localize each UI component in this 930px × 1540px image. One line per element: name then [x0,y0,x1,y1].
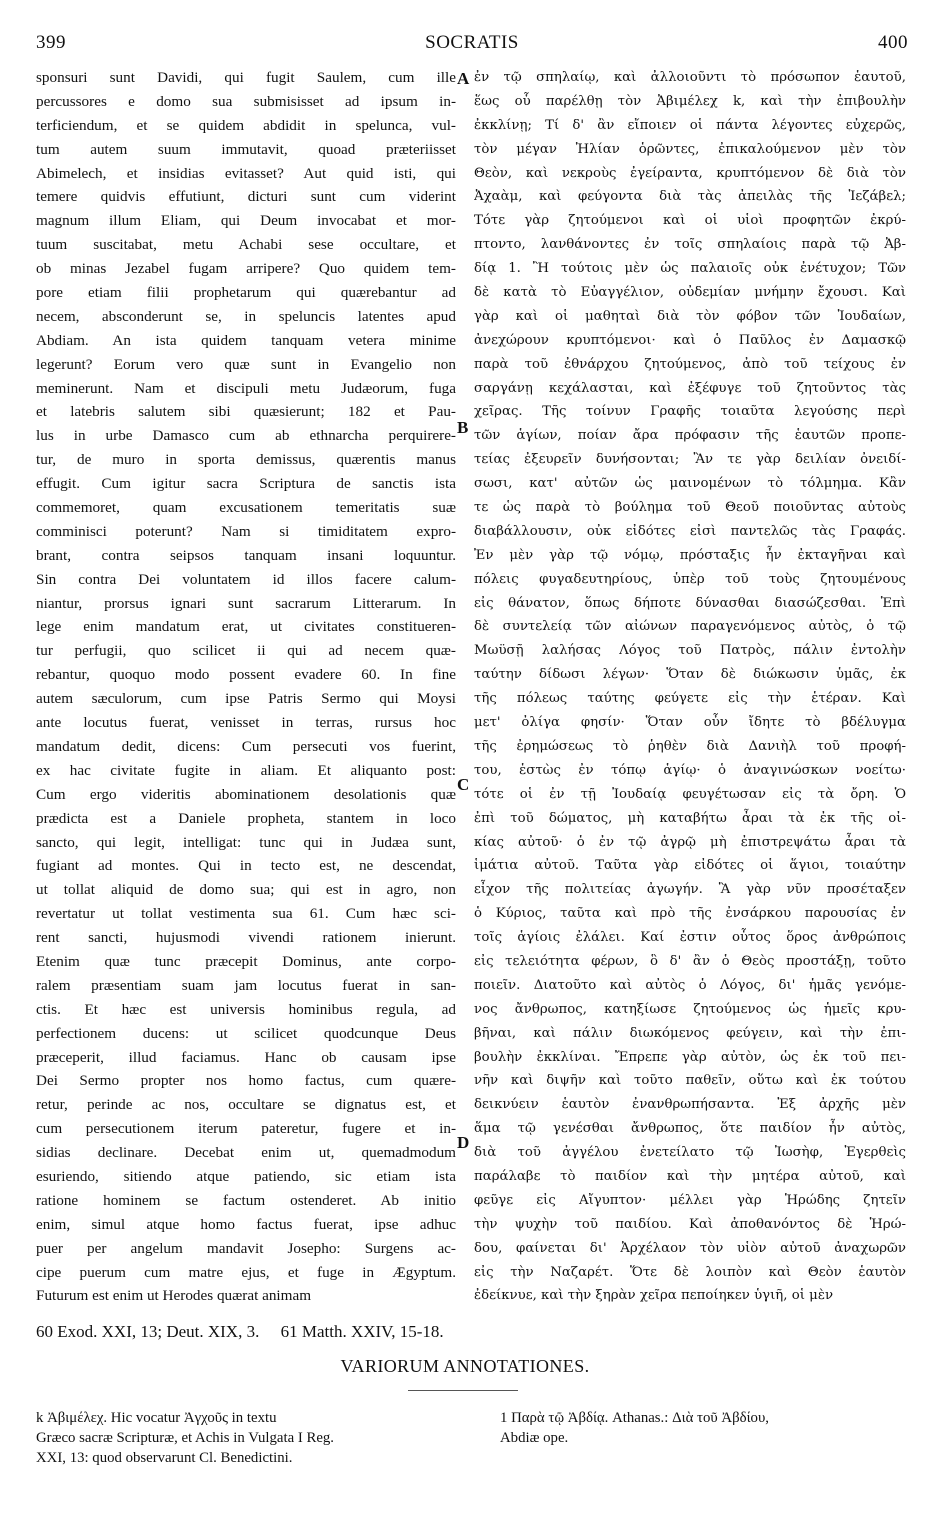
greek-text-line: παρὰ τοῦ ἐθνάρχου ζητούμενος, ἀπὸ τοῦ τείχους ἐν [474,356,906,372]
latin-text-line: legerunt? Eorum vero quæ sunt in Evangelio non [36,355,456,373]
latin-text-line: ut tollat aliquid de domo sua; qui est in agro, non [36,881,456,899]
latin-text-line: ex hac civitate fugite in aliam. Et aliquanto post: [36,761,456,779]
greek-text-line: ποιεῖν. Διατοῦτο καὶ αὐτὸς ὁ Λόγος, δι' ἡμᾶς γενόμε- [474,977,906,993]
latin-text-line: cum persecutionem iterum pateretur, fugere et in- [36,1120,456,1138]
greek-text-line: μετ' ὀλίγα φησίν· Ὅταν οὖν ἴδητε τὸ βδέλυγμα [474,715,906,731]
greek-text-line: ὁ Κύριος, ταῦτα καὶ πρὸ τῆς ἐνσάρκου παρουσίας ἐν [474,906,906,922]
latin-text-line: Cum ergo videritis abominationem desolationis quæ [36,785,456,803]
latin-text-line: sancto, qui legit, intelligat: tunc qui in Judæa sunt, [36,833,456,851]
greek-text-line: δὲ συντελείᾳ τῶν αἰώνων παραγενόμενος αὐτὸς, ὁ τῷ [474,619,906,635]
latin-text-line: prædicta est a Daniele propheta, stantem in loco [36,809,456,827]
latin-text-line: lus in urbe Damasco cum ab ethnarcha perquirere- [36,427,456,445]
page-number-right: 400 [878,32,908,53]
greek-text-line: Ἐν μὲν γὰρ τῷ νόμῳ, πρόσταξις ἦν ἐκταγῆναι καὶ [474,547,906,563]
annotation-line: k Ἀβιμέλεχ. Hic vocatur Ἀγχοῦς in textu [36,1410,277,1426]
latin-text-line: Etenim quæ tunc præcepit Dominus, ante corpo- [36,952,456,970]
latin-text-line: pore etiam filii prophetarum qui quærebantur ad [36,284,456,302]
latin-text-line: magnum illum Eliam, qui Deum invocabat et mor- [36,212,456,230]
greek-text-line: τὴν ψυχὴν τοῦ παιδίου. Καὶ ἀποθανόντος δὲ Ἡρώ- [474,1216,906,1232]
greek-column [474,66,906,1308]
greek-text-line: πτοντο, λανθάνοντες ἐν τοῖς σπηλαίοις παρὰ τῷ Ἀβ- [474,237,906,253]
greek-text-line: πόλεις φυγαδευτηρίους, ὑπὲρ τοῦ τοὺς ζητουμένους [474,571,906,587]
latin-text-line: ratione hominem se factum ostenderet. Ab initio [36,1191,456,1209]
greek-text-line: δεικνύειν ἑαυτὸν ἐνανθρωπήσαντα. Ἐξ ἀρχῆς μὲν [474,1097,906,1113]
latin-text-line: autem sæculorum, cum ipse Patris Sermo qui Moysi [36,690,456,708]
latin-text-line: præceperit, illud faciamus. Hanc ob causam ipse [36,1048,456,1066]
latin-text-line: niantur, prorsus ignari sunt sacrarum Litterarum. In [36,594,456,612]
latin-text-line: tum autem suum immutavit, quoad præteriisset [36,140,456,158]
greek-text-line: δίᾳ 1. Ἢ τούτοις μὲν ὡς παλαιοῖς οὐκ ἐνέτυχον; Τῶν [474,261,906,277]
latin-text-line: puer per angelum mandavit Josepho: Surgens ac- [36,1239,456,1257]
greek-text-line: σαργάνῃ κεχάλασται, καὶ ἐξέφυγε τοῦ ζητοῦντος τὰς [474,380,906,396]
greek-text-line: βουλὴν ἐκκλίναι. Ἔπρεπε γὰρ αὐτὸν, ὡς ἐκ τοῦ πει- [474,1049,906,1065]
greek-text-line: ἕως οὗ παρέλθῃ τὸν Ἀβιμέλεχ k, καὶ τὴν ἐπιβουλὴν [474,93,906,109]
annotations-heading: VARIORUM ANNOTATIONES. [340,1356,590,1376]
latin-text-line: ante locutus fuerat, venisset in terras, rursus hoc [36,714,456,732]
margin-marker-c: C [457,775,470,794]
greek-text-line: τῶν ἁγίων, ποίαν ἄρα πρόφασιν τῆς ἑαυτῶν προπε- [474,428,906,444]
latin-text-line: tuum suscitabat, metu Achabi sese occultare, et [36,236,456,254]
greek-text-line: ἐπὶ τοῦ δώματος, μὴ καταβήτω ἆραι τὰ ἐκ τῆς οἰ- [474,810,906,826]
latin-text-line: enim, simul atque homo factus fuerat, ipse adhuc [36,1215,456,1233]
latin-text-line: mandatum dedit, dicens: Cum persecuti vos fuerint, [36,737,456,755]
greek-text-line: Τότε γὰρ ζητούμενοι καὶ οἱ υἱοὶ προφητῶν ἐκρύ- [474,213,906,229]
footnotes: 60 Exod. XXI, 13; Deut. XIX, 3. 61 Matth. XXIV, 15-18. [36,1322,444,1341]
greek-text-line: κίας αὐτοῦ· ὁ ἐν τῷ ἀγρῷ μὴ ἐπιστρεψάτω ἆραι τὰ [474,834,906,850]
latin-text-line: Abimelech, et insidias evitasset? Aut quid isti, qui [36,164,456,182]
latin-text-line: Sin contra Dei voluntatem id illos facere calum- [36,570,456,588]
latin-text-line: meminerunt. Nam et discipuli metu Judæorum, fuga [36,379,456,397]
latin-text-line: tur perfugii, quo scilicet ii qui ad necem quæ- [36,642,456,660]
annotation-line: 1 Παρὰ τῷ Ἀβδίᾳ. Athanas.: Διὰ τοῦ Ἀβδίου, [500,1410,769,1426]
greek-text-line: νῆν καὶ διψῆν καὶ τοῦτο παθεῖν, οὕτω καὶ ἐκ τούτου [474,1073,906,1089]
greek-text-line: ἐδείκνυε, καὶ τὴν ξηρὰν χεῖρα πεποίηκεν ὑγιῆ, οἱ μὲν [474,1288,834,1304]
running-title: SOCRATIS [425,32,519,53]
latin-text-line: rebantur, quoquo modo possent evadere 60. In fine [36,666,456,684]
latin-text-line: sponsuri sunt Davidi, qui fugit Saulem, cum ille [36,69,456,86]
greek-text-line: βῆναι, καὶ πάλιν διωκόμενος φεύγειν, καὶ τὴν ἐπι- [474,1025,906,1041]
latin-text-line: sidias declinare. Decebat enim ut, quemadmodum [36,1144,456,1162]
annotation-line: Abdiæ ope. [500,1430,569,1446]
annotation-left [36,1408,456,1468]
heading-rule [408,1390,518,1391]
page-number-left: 399 [36,32,66,53]
greek-text-line: δου, φαίνεται δι' Ἀρχέλαον τὸν υἱὸν αὐτοῦ ἀναχωρῶν [474,1240,906,1256]
latin-text-line: ralem præsentiam suam jam locutus fuerat in san- [36,976,456,994]
latin-column [36,66,456,1308]
latin-text-line: comminisci poterunt? Nam si timiditatem expro- [36,522,456,540]
greek-text-line: γὰρ καὶ οἱ μαθηταὶ διὰ τὸν φόβον τῶν Ἰουδαίων, [474,308,906,324]
greek-text-line: διὰ τοῦ ἀγγέλου ἐνετείλατο τῷ Ἰωσὴφ, Ἐγερθεὶς [474,1145,906,1161]
margin-marker-a: A [457,69,470,88]
greek-text-line: ἐν τῷ σπηλαίῳ, καὶ ἀλλοιοῦντι τὸ πρόσωπον ἑαυτοῦ, [474,70,906,85]
annotation-right [500,1408,906,1448]
latin-text-line: effugit. Cum igitur sacra Scriptura de sanctis ista [36,475,456,493]
greek-text-line: τε ὡς παρὰ τὸ βούλημα τοῦ Θεοῦ ποιοῦντας αὐτοὺς [474,500,906,516]
latin-text-line: cipe puerum cum matre ejus, et fuge in Ægyptum. [36,1263,456,1281]
greek-text-line: τότε οἱ ἐν τῇ Ἰουδαίᾳ φευγέτωσαν εἰς τὰ ὄρη. Ὁ [474,786,906,802]
latin-text-line: Futurum est enim ut Herodes quærat animam [36,1287,312,1305]
greek-text-line: εἶχον τῆς πολιτείας ἀγωγήν. Ἃ γὰρ νῦν προσέταξεν [474,882,906,898]
greek-text-line: εἰς τὴν Ναζαρέτ. Ὅτε δὲ λοιπὸν καὶ Θεὸν ἑαυτὸν [474,1264,906,1280]
margin-marker-b: B [457,418,469,437]
greek-text-line: Μωϋσῇ λαλήσας Λόγος τοῦ Πατρὸς, πάλιν ἐντολὴν [474,643,906,659]
latin-text-line: retur, perinde ac nos, occultare se dignatus est, et [36,1096,456,1114]
latin-text-line: Dei Sermo propter nos homo factus, cum quære- [36,1072,456,1090]
greek-text-line: ταύτην δίδωσι λέγων· Ὅταν δὲ διώκωσιν ὑμᾶς, ἐκ [474,667,906,683]
latin-text-line: percussores e domo sua submisisset ad ipsum in- [36,92,456,110]
latin-text-line: terficiendum, et se quidem abdidit in spelunca, vul- [36,116,456,134]
greek-text-line: τῆς πόλεως ταύτης φεύγετε εἰς τὴν ἑτέραν. Καὶ [474,691,906,707]
greek-text-line: του, ἑστὼς ἐν τόπῳ ἁγίῳ· ὁ ἀναγινώσκων νοείτω· [474,762,906,778]
greek-text-line: σωσι, κατ' αὐτῶν ὡς μαινομένων τὸ τόλμημα. Κἂν [474,476,906,492]
greek-text-line: ἐκκλίνῃ; Τί δ' ἂν εἴποιεν οἱ πάντα λέγοντες εὐχερῶς, [474,117,906,133]
latin-text-line: revertatur ut tollat vestimenta sua 61. Cum hæc sci- [36,905,456,923]
latin-text-line: tur, de muro in sporta demissus, quærentis manus [36,451,456,469]
greek-text-line: εἰς τελειότητα φέρων, ὃ δ' ἂν ὁ Θεὸς προστάξῃ, τοῦτο [474,953,906,969]
latin-text-line: ctis. Et hæc est universis hominibus regula, ad [36,1000,456,1018]
greek-text-line: τῆς ἐρημώσεως τὸ ῥηθὲν διὰ Δανιὴλ τοῦ προφή- [474,738,906,754]
greek-text-line: τείας ἐξευρεῖν δυνήσονται; Ἂν τε γὰρ δειλίαν ὀνειδί- [474,452,906,468]
greek-text-line: παράλαβε τὸ παιδίον καὶ τὴν μητέρα αὐτοῦ, καὶ [474,1168,906,1184]
latin-text-line: fugiant ad montes. Qui in tecto est, ne descendat, [36,857,456,875]
greek-text-line: εἰς θάνατον, ὅπως δήποτε δύνασθαι διασώζεσθαι. Ἐπὶ [474,595,906,611]
latin-text-line: rent sancti, hujusmodi vivendi rationem inierunt. [36,929,456,947]
greek-text-line: Ἀχαὰμ, καὶ φεύγοντα διὰ τὰς ἀπειλὰς τῆς Ἰεζάβελ; [474,189,906,205]
margin-marker-d: D [457,1133,470,1152]
latin-text-line: lege enim mandatum erat, ut civitates constitueren- [36,618,456,636]
latin-text-line: ob minas Jezabel fugam arripere? Quo quidem tem- [36,260,456,278]
latin-text-line: Abdiam. An ista quidem tanquam vetera minime [36,331,456,349]
greek-text-line: φεῦγε εἰς Αἴγυπτον· μέλλει γὰρ Ἡρώδης ζητεῖν [474,1192,906,1208]
greek-text-line: ἀνεχώρουν κρυπτόμενοι· καὶ ὁ Παῦλος ἐν Δαμασκῷ [474,332,906,348]
annotation-line: XXI, 13: quod observarunt Cl. Benedictini. [36,1450,293,1466]
greek-text-line: τοῖς ἁγίοις ἐλάλει. Καί ἐστιν οὗτος ὅρος ἀνθρώποις [474,930,906,946]
greek-text-line: τὸν μέγαν Ἠλίαν ὁρῶντες, ἐπικαλούμενον μὲν τὸν [474,141,906,157]
greek-text-line: Θεὸν, καὶ νεκροὺς ἐγείραντα, κρυπτόμενον δὲ διὰ τὸν [474,165,906,181]
latin-text-line: esuriendo, sitiendo atque patiendo, sic etiam ista [36,1167,456,1185]
page-header [36,32,908,58]
latin-text-line: necem, absconderunt se, in speluncis latentes apud [36,307,456,325]
latin-text-line: temere quidvis effutiunt, dicturi sunt cum viderint [36,188,456,206]
greek-text-line: διαβάλλουσιν, οὐκ εἰδότες εἰσὶ παντελῶς τὰς Γραφάς. [474,523,906,539]
greek-text-line: δὲ κατὰ τὸ Εὐαγγέλιον, οὐδεμίαν μνήμην ἔχουσι. Καὶ [474,285,906,301]
latin-text-line: et latebris salutem sibi quæsierunt; 182 et Pau- [36,403,456,421]
greek-text-line: χεῖρας. Τῆς τοίνυν Γραφῆς τοιαῦτα λεγούσης περὶ [474,404,906,420]
latin-text-line: commemoret, quam excusationem temeritatis suæ [36,499,456,517]
latin-text-line: brant, contra seipsos tanquam insani loquuntur. [36,546,456,564]
greek-text-line: ἅμα τῷ γενέσθαι ἄνθρωπος, ὅτε παιδίον ἦν αὐτὸς, [474,1121,906,1137]
annotation-line: Græco sacræ Scripturæ, et Achis in Vulgata I Reg. [36,1430,335,1446]
greek-text-line: νος ἄνθρωπος, κατηξίωσε ζητούμενος ὡς ἡμεῖς κρυ- [474,1001,906,1017]
greek-text-line: ἱμάτια αὐτοῦ. Ταῦτα γὰρ εἰδότες οἱ ἅγιοι, τοιαύτην [474,858,906,874]
latin-text-line: perfectionem ducens: ut scilicet quodcunque Deus [36,1024,456,1042]
